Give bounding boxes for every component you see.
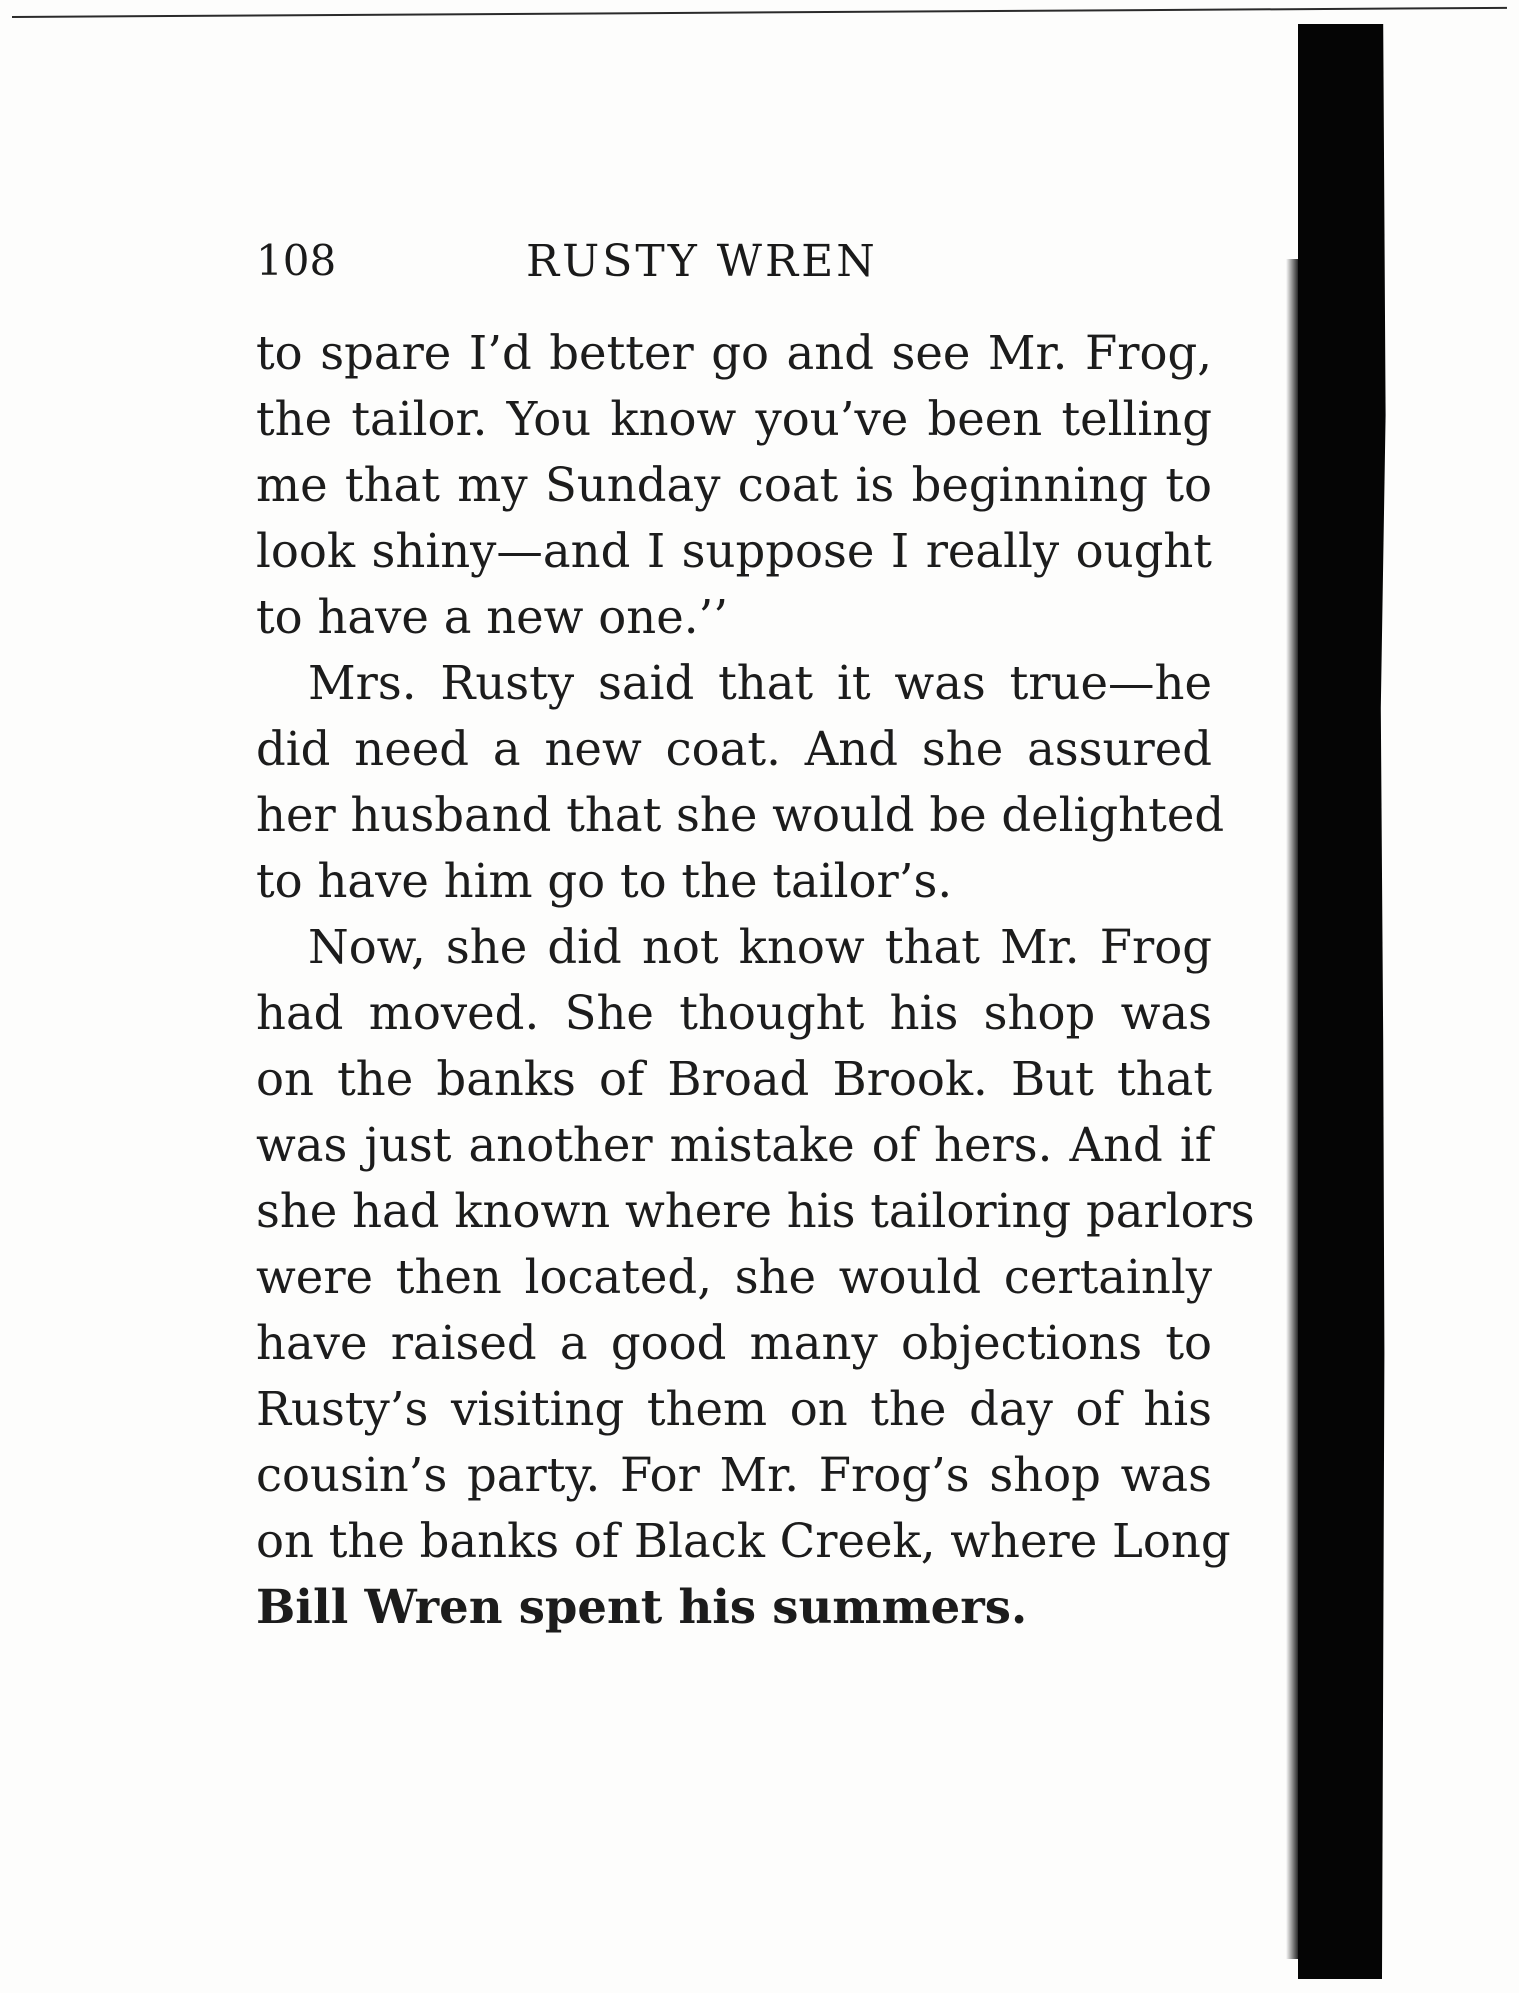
text-line: her husband that she would be delighted bbox=[256, 788, 1225, 842]
text-line: Now, she did not know that Mr. Frog bbox=[308, 920, 1212, 974]
text-line: me that my Sunday coat is beginning to bbox=[256, 458, 1212, 512]
text-line: on the banks of Broad Brook. But that bbox=[256, 1052, 1212, 1106]
text-line: cousin’s party. For Mr. Frog’s shop was bbox=[256, 1448, 1212, 1502]
text-line: to spare I’d better go and see Mr. Frog, bbox=[256, 326, 1212, 380]
text-line: on the banks of Black Creek, where Long bbox=[256, 1514, 1231, 1568]
text-line: Mrs. Rusty said that it was true—he bbox=[308, 656, 1212, 710]
text-line: she had known where his tailoring parlors bbox=[256, 1184, 1255, 1238]
text-line: had moved. She thought his shop was bbox=[256, 986, 1212, 1040]
running-head bbox=[256, 236, 936, 286]
text-line: to have a new one.’’ bbox=[256, 590, 729, 644]
text-line: Bill Wren spent his summers. bbox=[256, 1579, 1028, 1634]
scan-top-edge-line bbox=[12, 7, 1507, 18]
text-line: have raised a good many objections to bbox=[256, 1316, 1212, 1370]
text-line: Rusty’s visiting them on the day of his bbox=[256, 1382, 1212, 1436]
running-title: RUSTY WREN bbox=[526, 236, 878, 287]
text-line: did need a new coat. And she assured bbox=[256, 722, 1212, 776]
text-line: look shiny—and I suppose I really ought bbox=[256, 524, 1212, 578]
text-line: to have him go to the tailor’s. bbox=[256, 854, 953, 908]
text-line: the tailor. You know you’ve been telling bbox=[256, 392, 1212, 446]
page-number: 108 bbox=[256, 236, 337, 285]
text-line: were then located, she would certainly bbox=[256, 1250, 1212, 1304]
body-text bbox=[256, 320, 1255, 1640]
binding-shadow bbox=[1298, 24, 1380, 1979]
text-line: was just another mistake of hers. And if bbox=[256, 1118, 1212, 1172]
